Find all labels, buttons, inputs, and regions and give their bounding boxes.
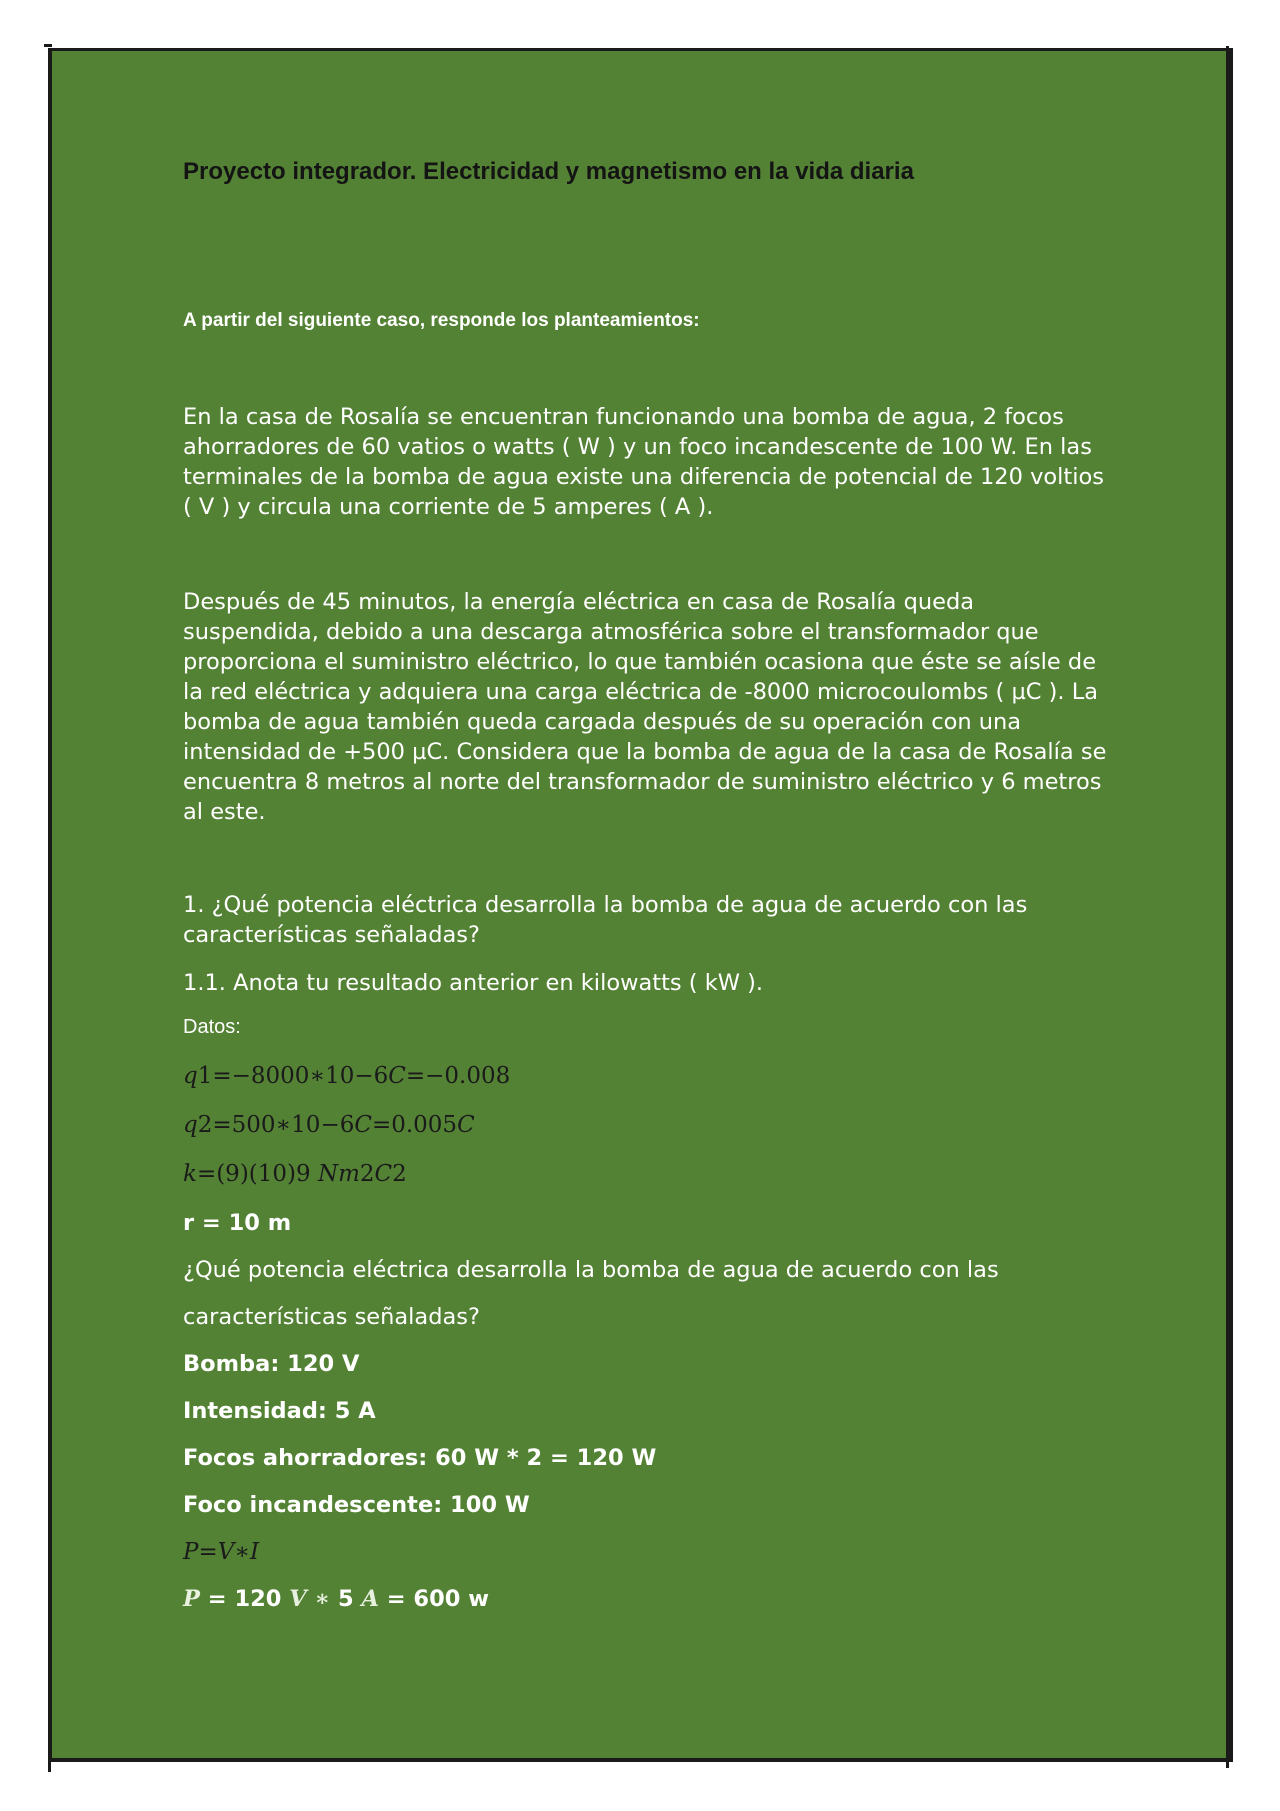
eq-q2-unit2: C bbox=[457, 1112, 475, 1138]
foco-incandescente-line: Foco incandescente: 100 W bbox=[183, 1492, 530, 1518]
result-star: ∗ bbox=[306, 1586, 338, 1612]
power-formula bbox=[183, 1539, 259, 1565]
result-p: P bbox=[183, 1586, 200, 1612]
intensidad-line: Intensidad: 5 A bbox=[183, 1398, 376, 1424]
equation-q1 bbox=[183, 1063, 510, 1089]
eq-q2-result: =0.005 bbox=[371, 1112, 458, 1138]
eq-q1-var: q bbox=[183, 1063, 198, 1089]
result-a: A bbox=[361, 1586, 379, 1612]
eq-k-expr: =(9)(10)9 bbox=[196, 1161, 318, 1187]
question-1-1: 1.1. Anota tu resultado anterior en kilowatts ( kW ). bbox=[183, 970, 764, 996]
eq-q2-unit: C bbox=[354, 1112, 372, 1138]
equation-q2 bbox=[183, 1112, 475, 1138]
case-paragraph-1: En la casa de Rosalía se encuentran funcionando una bomba de agua, 2 focos ahorradores de 60 vatios o watts ( W ) y un foco incandescente de 100 W. En las terminales de la bomba de agua existe una diferencia de potencial de 120 voltios ( V ) y circula una corriente de 5 amperes ( A ). bbox=[183, 404, 1104, 520]
eq-k-unit: Nm bbox=[317, 1161, 360, 1187]
result-part1: = 120 bbox=[199, 1586, 290, 1612]
datos-label: Datos: bbox=[183, 1016, 241, 1038]
bomba-line: Bomba: 120 V bbox=[183, 1351, 360, 1377]
focos-line: Focos ahorradores: 60 W * 2 = 120 W bbox=[183, 1445, 657, 1471]
power-result-line bbox=[183, 1586, 489, 1612]
question-repeat-line-1: ¿Qué potencia eléctrica desarrolla la bomba de agua de acuerdo con las bbox=[183, 1257, 999, 1283]
frame-bottom-mark bbox=[48, 1760, 51, 1772]
frame-corner-mark bbox=[44, 44, 52, 47]
eq-k-mid: 2 bbox=[359, 1161, 375, 1187]
document-title: Proyecto integrador. Electricidad y magnetismo en la vida diaria bbox=[183, 158, 914, 185]
question-repeat-line-2: características señaladas? bbox=[183, 1304, 480, 1330]
eq-q1-expr: 1=−8000∗10−6 bbox=[197, 1063, 389, 1089]
case-paragraph-2: Después de 45 minutos, la energía eléctrica en casa de Rosalía queda suspendida, debido a una descarga atmosférica sobre el transformador que proporciona el suministro eléctrico, lo que también ocasiona que éste se aísle de la red eléctrica y adquiera una carga eléctrica de -8000 microcoulombs ( µC ). La bomba de agua también queda cargada después de su operación con una intensidad de +500 µC. Considera que la bomba de agua de la casa de Rosalía se encuentra 8 metros al norte del transformador de suministro eléctrico y 6 metros al este. bbox=[183, 589, 1107, 825]
eq-k-var: k bbox=[183, 1161, 197, 1187]
instruction-text: A partir del siguiente caso, responde los planteamientos: bbox=[183, 310, 700, 331]
result-part2: 5 bbox=[337, 1586, 362, 1612]
result-v: V bbox=[289, 1586, 307, 1612]
result-part3: = 600 w bbox=[378, 1586, 490, 1612]
equation-k bbox=[183, 1161, 407, 1187]
eq-q2-expr: 2=500∗10−6 bbox=[197, 1112, 355, 1138]
eq-q1-unit: C bbox=[388, 1063, 406, 1089]
frame-right-edge bbox=[1226, 46, 1229, 1768]
question-1: 1. ¿Qué potencia eléctrica desarrolla la bomba de agua de acuerdo con las características señaladas? bbox=[183, 892, 1028, 948]
power-formula-text: P=V∗I bbox=[183, 1539, 260, 1565]
distance-line: r = 10 m bbox=[183, 1210, 292, 1236]
eq-k-unit2: C bbox=[374, 1161, 393, 1187]
eq-q2-var: q bbox=[183, 1112, 198, 1138]
eq-q1-result: =−0.008 bbox=[405, 1063, 511, 1089]
eq-k-end: 2 bbox=[392, 1161, 407, 1187]
